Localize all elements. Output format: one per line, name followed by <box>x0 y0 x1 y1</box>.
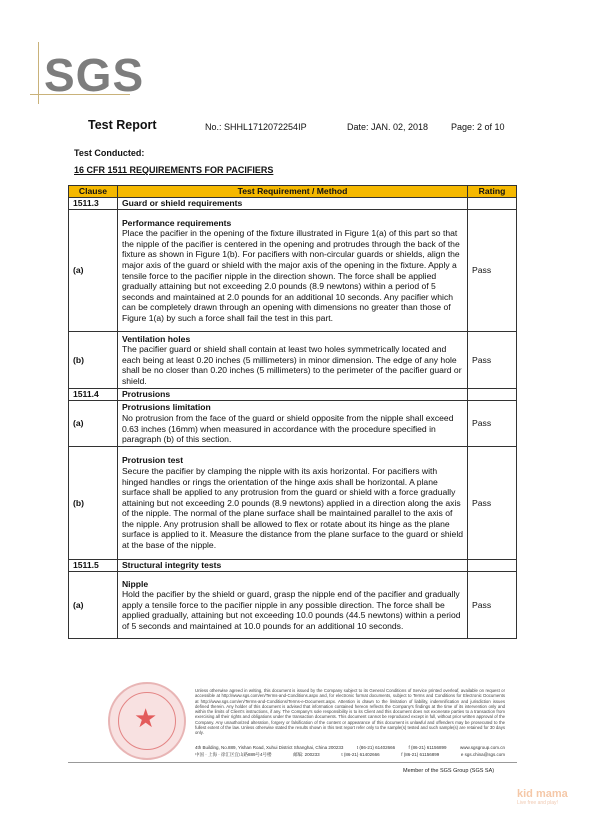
row-subtitle: Protrusions limitation <box>121 402 211 413</box>
sgs-logo <box>30 42 145 112</box>
table-row <box>69 210 517 332</box>
header-clause: Clause <box>69 186 118 198</box>
fax-1: f (86-21) 61156899 <box>408 745 447 750</box>
row-text: Place the pacifier in the opening of the fixture illustrated in Figure 1(a) of this part so that the nipple of the pacifier is centered in the opening and protrudes through the back of the fixture as shown in Figure 1(b). For pacifiers with non-circular guards or shields, align the major axis of the guard or shield with the major axis of the opening in the fixture. Apply a tensile force to the pacifier nipple in the direction shown. The force shall be applied gradually attaining but not exceeding 2.0 pounds (8.9 newtons) within a period of 5 seconds and maintained at 2.0 pounds for an additional 10 seconds. Any pacifier which can be completely drawn through an opening with dimensions no greater than those of Figure 1(a) by such a force shall fail the test in this part. <box>121 228 460 323</box>
section-row <box>69 560 517 572</box>
section-clause: 1511.4 <box>69 389 118 401</box>
section-rating-empty <box>468 198 517 210</box>
website: www.sgsgroup.com.cn <box>459 745 505 750</box>
watermark-tagline: Live free and play! <box>517 800 558 806</box>
row-subtitle: Ventilation holes <box>121 333 191 344</box>
address-en: 4th Building, No.889, Yishan Road, Xuhui District Shanghai, China 200233 <box>195 745 344 750</box>
row-clause: (b) <box>69 332 118 389</box>
row-clause: (a) <box>69 210 118 332</box>
row-rating: Pass <box>468 210 517 332</box>
row-requirement <box>117 447 467 560</box>
terms-text: Unless otherwise agreed in writing, this document is issued by the Company subject to its General Conditions of Service printed overleaf, available on request or accessible at http://www.sgs.com/en/Terms-and-Conditions.aspx and, for electronic format documents, subject to Terms and Conditions for Electronic Documents at http://www.sgs.com/en/Terms-and-Conditions/Terms-e-Document.aspx. Attention is drawn to the limitation of liability, indemnification and jurisdiction issues defined therein. Any holder of this document is advised that information contained hereon reflects the Company's findings at the time of its intervention only and within the limits of Client's instructions, if any. The Company's sole responsibility is to its Client and this document does not exonerate parties to a transaction from exercising all their rights and obligations under the transaction documents. This document cannot be reproduced except in full, without prior written approval of the Company. Any unauthorized alteration, forgery or falsification of the content or appearance of this document is unlawful and offenders may be prosecuted to the fullest extent of the law. Unless otherwise stated the results shown in this test report refer only to the sample(s) tested and such sample(s) are retained for 30 days only. <box>195 688 505 736</box>
table-row <box>69 401 517 447</box>
row-rating: Pass <box>468 447 517 560</box>
row-clause: (a) <box>69 572 118 639</box>
row-rating: Pass <box>468 332 517 389</box>
company-seal-stamp <box>108 682 186 760</box>
row-requirement <box>117 332 467 389</box>
address-row-en <box>195 744 505 751</box>
section-rating-empty <box>468 389 517 401</box>
footer-divider <box>68 762 517 763</box>
address-block <box>195 744 505 758</box>
address-row-cn <box>195 751 505 758</box>
header-rating: Rating <box>468 186 517 198</box>
table-row <box>69 332 517 389</box>
row-rating: Pass <box>468 572 517 639</box>
fax-2: f (86-21) 61156899 <box>401 752 440 757</box>
report-title: Test Report <box>88 118 157 132</box>
row-text: Hold the pacifier by the shield or guard, grasp the nipple end of the pacifier and gradually apply a tensile force to the pacifier nipple in any possible direction. The force shall be applied gradually, attaining but not exceeding 10.0 pounds (44.5 newtons) within a period of 5 seconds and maintained at 10.0 pounds for an additional 10 seconds. <box>121 589 461 631</box>
row-text: Secure the pacifier by clamping the nipple with its axis horizontal. For pacifiers with hinged handles or rings the orientation of the hinge axis shall be horizontal. A plane surface shall be applied to any protrusion from the guard or shield with a force gradually attaining but not exceeding 2.0 pounds (8.9 newtons) applied in a direction along the axis of the nipple. The normal of the plane surface shall be maintained parallel to the axis of the nipple. Any protrusion shall be allowed to flex or rotate about its hinge as the plane surface is applied to it. Measure the distance from the plane surface to the guard or shield at the base of the nipple. <box>121 465 464 551</box>
row-clause: (a) <box>69 401 118 447</box>
row-subtitle: Performance requirements <box>121 217 232 228</box>
report-date: Date: JAN. 02, 2018 <box>347 122 429 132</box>
row-subtitle: Nipple <box>121 578 149 589</box>
row-requirement <box>117 210 467 332</box>
seal-star-icon: ★ <box>134 703 158 733</box>
watermark-text: kid mama <box>517 788 568 800</box>
postcode: 邮编: 200233 <box>293 752 320 757</box>
report-header <box>88 120 528 136</box>
row-requirement <box>117 572 467 639</box>
standard-title: 16 CFR 1511 REQUIREMENTS FOR PACIFIERS <box>74 165 274 175</box>
row-subtitle: Protrusion test <box>121 455 184 466</box>
member-text: Member of the SGS Group (SGS SA) <box>403 768 495 774</box>
section-clause: 1511.5 <box>69 560 118 572</box>
row-text: No protrusion from the face of the guard or shield opposite from the nipple shall exceed 0.63 inches (16mm) when measured in accordance with the procedure specified in paragraph (b) of this section. <box>121 412 454 445</box>
section-title: Guard or shield requirements <box>117 198 467 210</box>
test-conducted-label: Test Conducted: <box>74 148 145 158</box>
table-row <box>69 572 517 639</box>
section-title: Protrusions <box>117 389 467 401</box>
row-text: The pacifier guard or shield shall contain at least two holes symmetrically located and each being at least 0.20 inches (5 millimeters) in minor dimension. The edge of any hole shall be no closer than 0.20 inches (5 millimeters) to the perimeter of the pacifier guard or shield. <box>121 344 462 386</box>
section-title: Structural integrity tests <box>117 560 467 572</box>
report-number: No.: SHHL1712072254IP <box>205 122 307 132</box>
table-row <box>69 447 517 560</box>
tel-1: t (86-21) 61402666 <box>356 745 396 750</box>
logo-text: SGS <box>44 49 145 101</box>
section-rating-empty <box>468 560 517 572</box>
address-cn: 中国 · 上海 · 徐汇区宜山路889号4号楼 <box>195 752 272 757</box>
section-row <box>69 198 517 210</box>
table-header-row <box>69 186 517 198</box>
row-requirement <box>117 401 467 447</box>
watermark-logo <box>517 788 568 806</box>
section-row <box>69 389 517 401</box>
row-rating: Pass <box>468 401 517 447</box>
page-number: Page: 2 of 10 <box>451 122 505 132</box>
row-clause: (b) <box>69 447 118 560</box>
tel-2: t (86-21) 61402666 <box>341 752 380 757</box>
email: e sgs.china@sgs.com <box>460 752 505 757</box>
header-requirement: Test Requirement / Method <box>117 186 467 198</box>
section-clause: 1511.3 <box>69 198 118 210</box>
requirements-table <box>68 185 517 639</box>
